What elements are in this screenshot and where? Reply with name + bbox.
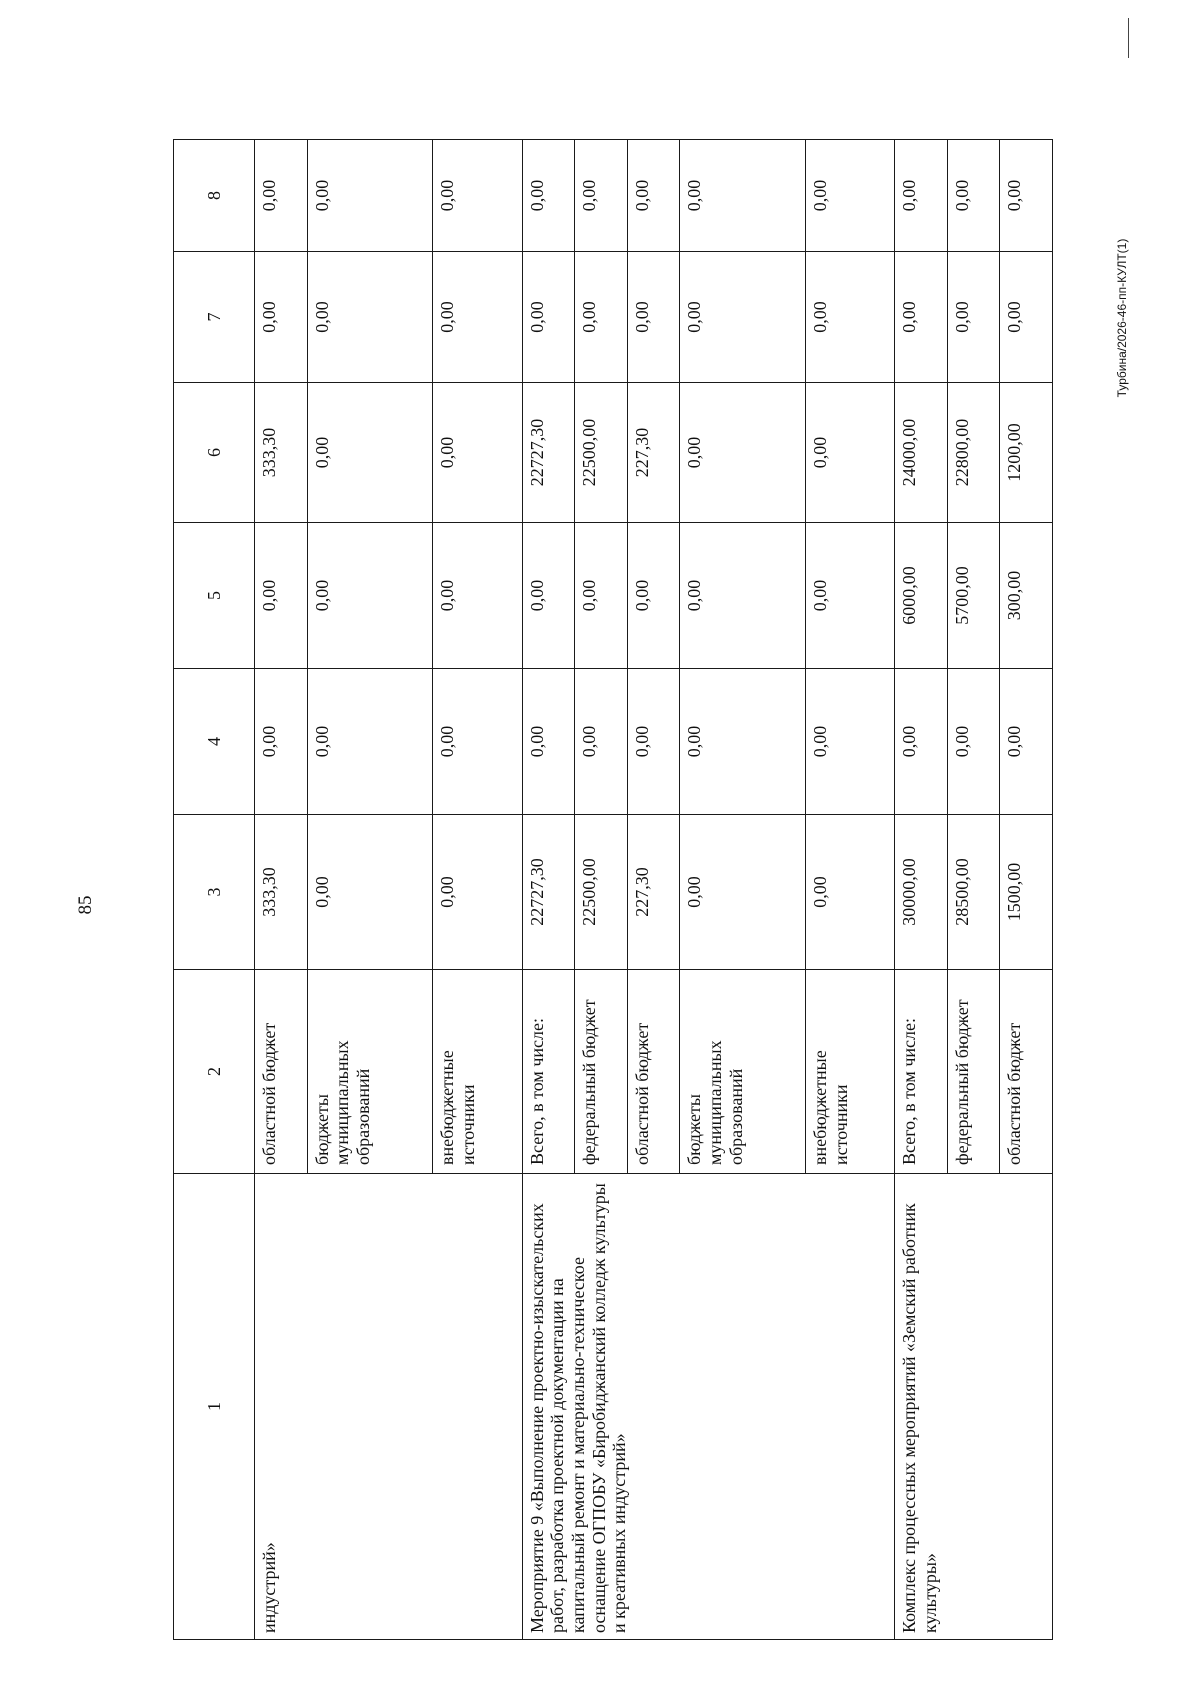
measure-title-cell: Комплекс процессных мероприятий «Земский работник культуры»: [895, 1174, 1053, 1640]
amount-cell: 0,00: [680, 669, 806, 815]
amount-cell: 22500,00: [575, 815, 628, 970]
amount-cell: 0,00: [680, 383, 806, 523]
amount-cell: 0,00: [1000, 140, 1053, 252]
amount-cell: 0,00: [433, 383, 522, 523]
header-row: [174, 140, 255, 1640]
table-header: [174, 140, 255, 1640]
funding-source-cell: федеральный бюджет: [947, 970, 1000, 1174]
amount-cell: 0,00: [947, 669, 1000, 815]
page-number: 85: [75, 895, 96, 915]
amount-cell: 0,00: [947, 252, 1000, 383]
amount-cell: 30000,00: [895, 815, 948, 970]
amount-cell: 333,30: [255, 383, 308, 523]
scan-edge-mark: [1128, 18, 1129, 58]
column-header: 6: [174, 383, 255, 523]
amount-cell: 0,00: [627, 140, 680, 252]
amount-cell: 333,30: [255, 815, 308, 970]
amount-cell: 0,00: [307, 815, 433, 970]
amount-cell: 0,00: [255, 252, 308, 383]
column-header: 5: [174, 523, 255, 669]
amount-cell: 0,00: [895, 669, 948, 815]
amount-cell: 227,30: [627, 815, 680, 970]
column-header: 2: [174, 970, 255, 1174]
table-body: [255, 140, 1053, 1640]
column-header: 3: [174, 815, 255, 970]
table-row: [255, 140, 308, 1640]
amount-cell: 227,30: [627, 383, 680, 523]
amount-cell: 0,00: [575, 252, 628, 383]
amount-cell: 0,00: [627, 523, 680, 669]
amount-cell: 0,00: [255, 523, 308, 669]
budget-table-container: [173, 140, 1053, 1640]
amount-cell: 0,00: [895, 252, 948, 383]
budget-table: [173, 139, 1053, 1640]
funding-source-cell: бюджеты муниципальных образований: [680, 970, 806, 1174]
amount-cell: 0,00: [1000, 252, 1053, 383]
amount-cell: 28500,00: [947, 815, 1000, 970]
amount-cell: 0,00: [522, 140, 575, 252]
funding-source-cell: федеральный бюджет: [575, 970, 628, 1174]
funding-source-cell: областной бюджет: [255, 970, 308, 1174]
amount-cell: 0,00: [433, 140, 522, 252]
amount-cell: 0,00: [806, 383, 895, 523]
amount-cell: 0,00: [433, 523, 522, 669]
amount-cell: 0,00: [433, 252, 522, 383]
amount-cell: 0,00: [433, 669, 522, 815]
document-code: Турбина/2026-46-пп-КУЛТ(1): [1115, 238, 1129, 398]
amount-cell: 0,00: [806, 252, 895, 383]
amount-cell: 22800,00: [947, 383, 1000, 523]
amount-cell: 0,00: [307, 252, 433, 383]
amount-cell: 22500,00: [575, 383, 628, 523]
measure-title-cell: индустрий»: [255, 1174, 523, 1640]
column-header: 4: [174, 669, 255, 815]
amount-cell: 0,00: [433, 815, 522, 970]
amount-cell: 0,00: [522, 252, 575, 383]
amount-cell: 22727,30: [522, 383, 575, 523]
amount-cell: 0,00: [806, 815, 895, 970]
amount-cell: 0,00: [307, 383, 433, 523]
funding-source-cell: областной бюджет: [1000, 970, 1053, 1174]
amount-cell: 0,00: [806, 669, 895, 815]
amount-cell: 0,00: [627, 252, 680, 383]
table-row: [895, 140, 948, 1640]
amount-cell: 0,00: [806, 523, 895, 669]
amount-cell: 0,00: [680, 140, 806, 252]
table-row: [522, 140, 575, 1640]
amount-cell: 0,00: [575, 140, 628, 252]
amount-cell: 22727,30: [522, 815, 575, 970]
funding-source-cell: Всего, в том числе:: [895, 970, 948, 1174]
amount-cell: 1200,00: [1000, 383, 1053, 523]
amount-cell: 5700,00: [947, 523, 1000, 669]
column-header: 1: [174, 1174, 255, 1640]
funding-source-cell: внебюджетные источники: [433, 970, 522, 1174]
amount-cell: 1500,00: [1000, 815, 1053, 970]
amount-cell: 0,00: [307, 669, 433, 815]
amount-cell: 0,00: [522, 523, 575, 669]
funding-source-cell: бюджеты муниципальных образований: [307, 970, 433, 1174]
amount-cell: 24000,00: [895, 383, 948, 523]
amount-cell: 0,00: [680, 252, 806, 383]
column-header: 8: [174, 140, 255, 252]
amount-cell: 0,00: [680, 815, 806, 970]
amount-cell: 300,00: [1000, 523, 1053, 669]
amount-cell: 0,00: [255, 669, 308, 815]
amount-cell: 6000,00: [895, 523, 948, 669]
measure-title-cell: Мероприятие 9 «Выполнение проектно-изыскательских работ, разработка проектной документации на капитальный ремонт и материально-техническое оснащение ОГПОБУ «Биробиджанский колледж культуры и креативных индустрий»: [522, 1174, 895, 1640]
column-header: 7: [174, 252, 255, 383]
amount-cell: 0,00: [255, 140, 308, 252]
amount-cell: 0,00: [575, 523, 628, 669]
amount-cell: 0,00: [627, 669, 680, 815]
amount-cell: 0,00: [522, 669, 575, 815]
funding-source-cell: Всего, в том числе:: [522, 970, 575, 1174]
funding-source-cell: областной бюджет: [627, 970, 680, 1174]
amount-cell: 0,00: [307, 523, 433, 669]
amount-cell: 0,00: [1000, 669, 1053, 815]
funding-source-cell: внебюджетные источники: [806, 970, 895, 1174]
amount-cell: 0,00: [575, 669, 628, 815]
amount-cell: 0,00: [806, 140, 895, 252]
amount-cell: 0,00: [895, 140, 948, 252]
amount-cell: 0,00: [680, 523, 806, 669]
amount-cell: 0,00: [947, 140, 1000, 252]
amount-cell: 0,00: [307, 140, 433, 252]
